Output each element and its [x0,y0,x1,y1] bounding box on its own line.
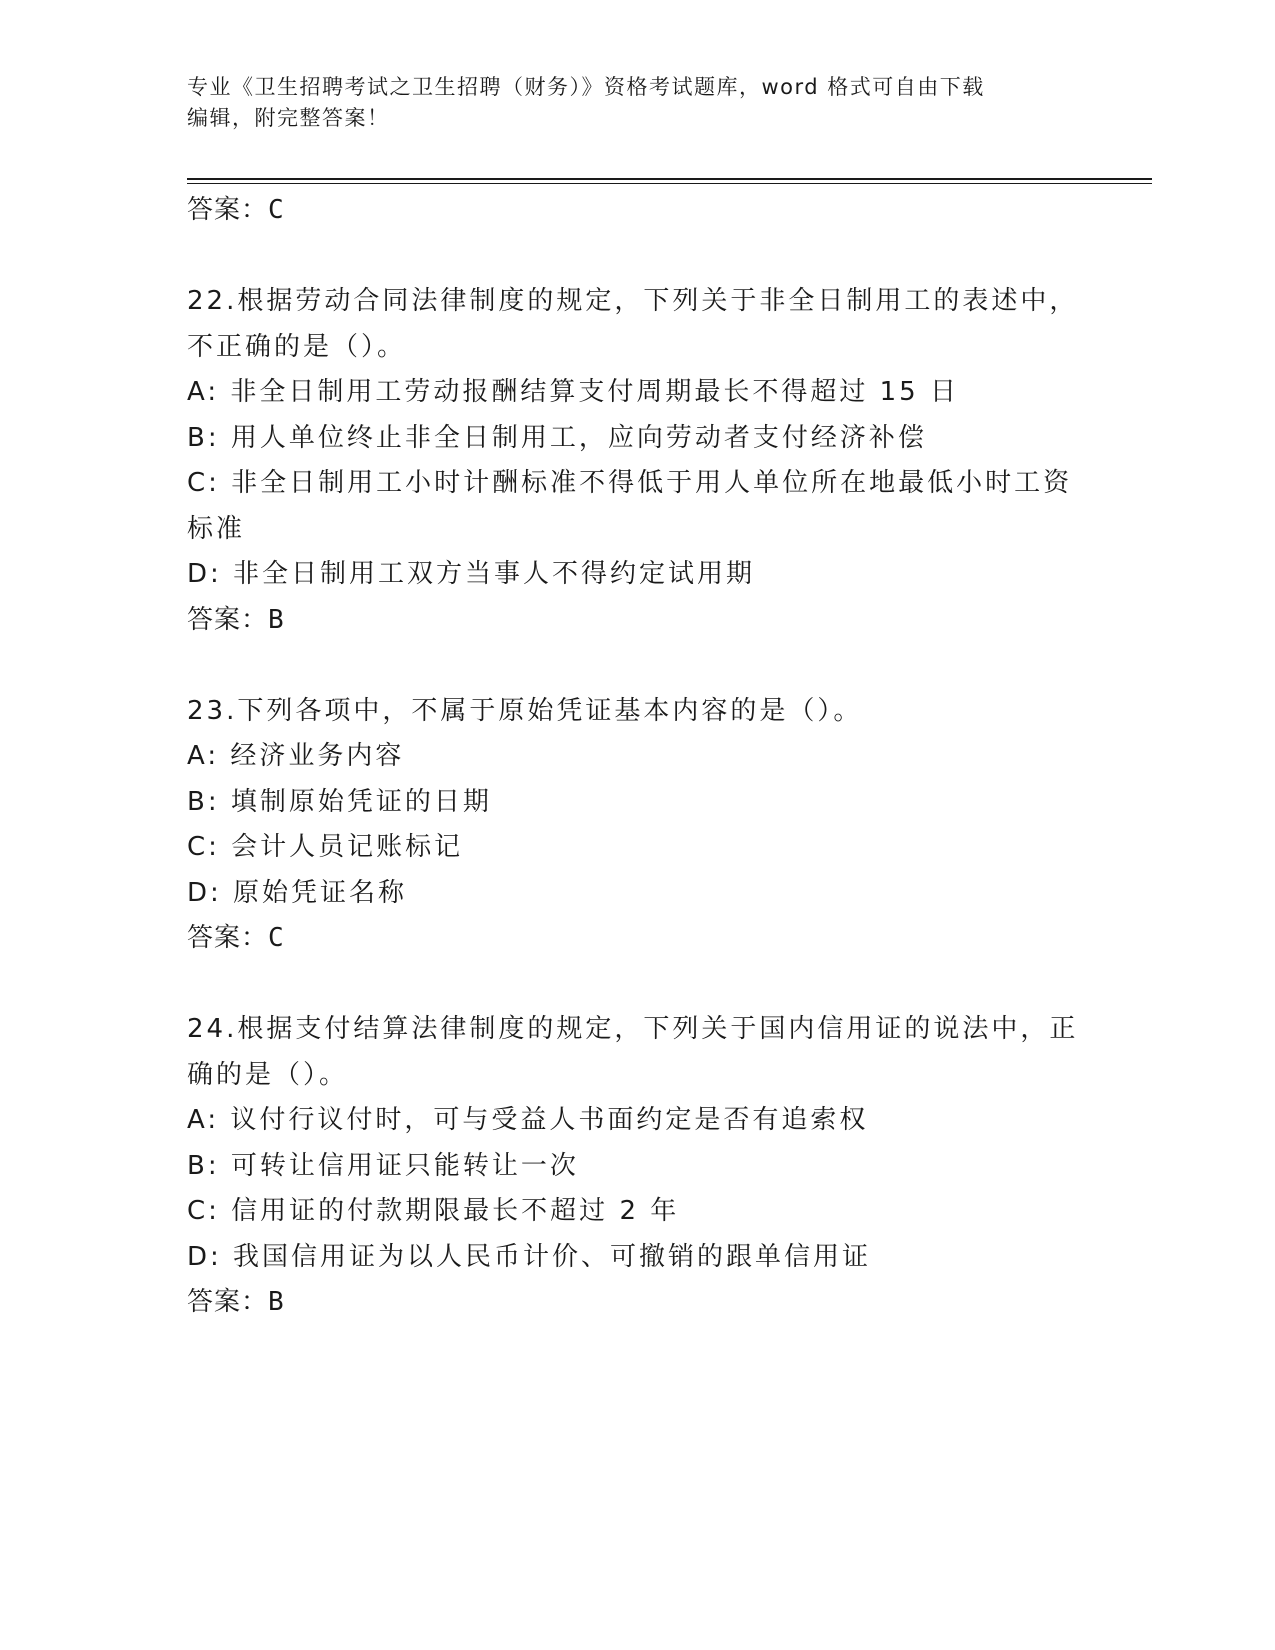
answer-value: B [268,1287,285,1317]
answer-value: B [268,604,285,635]
option-d: D: 原始凭证名称 [187,877,408,908]
answer-line [187,1280,1087,1326]
spacer [187,234,1087,280]
answer-label: 答案： [187,923,269,953]
question-block [187,1007,1087,1326]
option-d: D: 我国信用证为以人民币计价、可撤销的跟单信用证 [187,1241,872,1272]
header-line-1: 专业《卫生招聘考试之卫生招聘（财务）》资格考试题库，word 格式可自由下载 [187,75,985,99]
option-c: C: 信用证的付款期限最长不超过 2 年 [187,1196,680,1226]
option-a: A: 议付行议付时，可与受益人书面约定是否有追索权 [187,1105,869,1135]
spacer [187,962,1087,1008]
option-c: C: 会计人员记账标记 [187,832,464,862]
question-block [187,689,1087,962]
question-stem-line: 24.根据支付结算法律制度的规定，下列关于国内信用证的说法中，正 [187,1014,1079,1044]
option-b: B: 用人单位终止非全日制用工，应向劳动者支付经济补偿 [187,422,927,453]
question-stem-line: 23.下列各项中，不属于原始凭证基本内容的是（）。 [187,695,863,726]
option-a: A: 经济业务内容 [187,741,405,771]
answer-label: 答案： [187,604,269,635]
spacer [187,643,1087,689]
answer-label: 答案： [187,195,269,225]
document-body [187,188,1087,1326]
option-d: D: 非全日制用工双方当事人不得约定试用期 [187,559,756,589]
option-c-continued: 标准 [187,513,246,544]
header-line-2: 编辑，附完整答案！ [187,106,390,130]
header-rule-thin [187,183,1152,184]
answer-value: C [268,923,285,953]
answer-line [187,916,1087,962]
answer-label: 答案： [187,1287,269,1317]
question-stem-line: 不正确的是（）。 [187,331,407,362]
question-block [187,279,1087,643]
option-b: B: 可转让信用证只能转让一次 [187,1150,579,1181]
option-c: C: 非全日制用工小时计酬标准不得低于用人单位所在地最低小时工资 [187,468,1073,498]
document-header [187,72,1087,134]
option-b: B: 填制原始凭证的日期 [187,786,492,817]
header-rule-thick [187,178,1152,180]
option-a: A: 非全日制用工劳动报酬结算支付周期最长不得超过 15 日 [187,377,959,407]
answer-value: C [268,195,285,225]
question-stem-line: 22.根据劳动合同法律制度的规定，下列关于非全日制用工的表述中， [187,286,1079,316]
question-stem-line: 确的是（）。 [187,1059,349,1090]
answer-line [187,188,1087,234]
answer-line [187,598,1087,644]
